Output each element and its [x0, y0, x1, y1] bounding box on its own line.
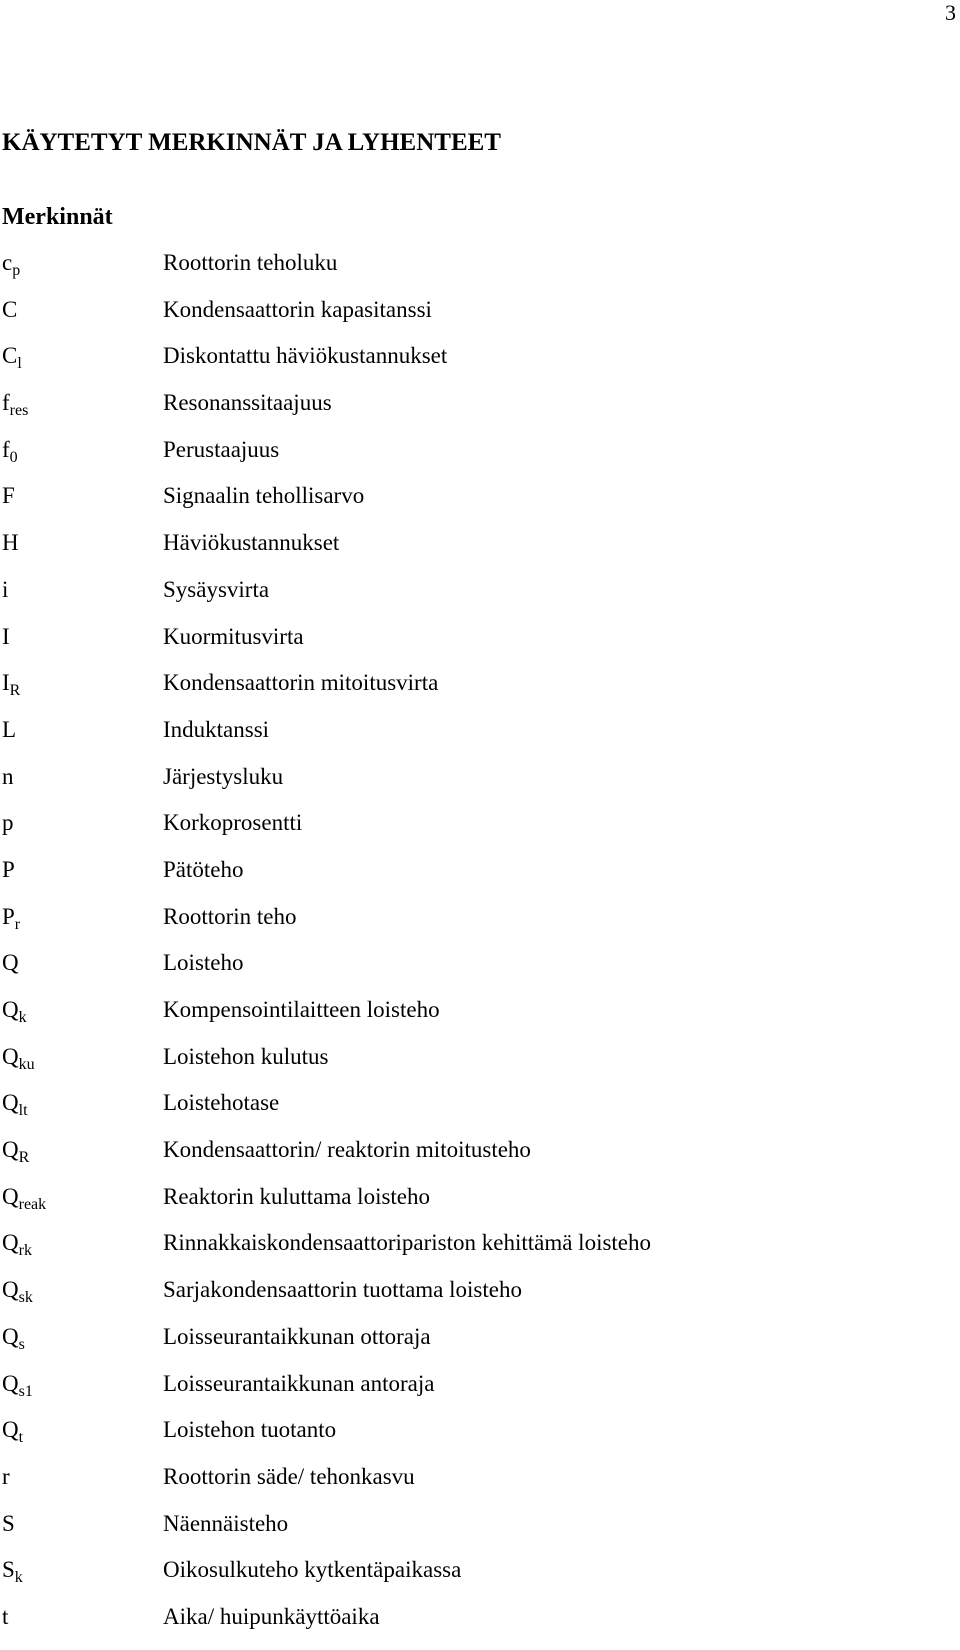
symbol-description: Aika/ huipunkäyttöaika	[163, 1603, 380, 1629]
symbol-base: Q	[2, 1183, 19, 1209]
symbol-list	[0, 249, 960, 1650]
symbol	[2, 1229, 32, 1260]
symbol-base: I	[2, 623, 10, 649]
list-item	[0, 389, 960, 436]
symbol-base: i	[2, 576, 9, 602]
symbol-description: Perustaajuus	[163, 436, 280, 462]
symbol	[2, 763, 14, 791]
symbol	[2, 996, 27, 1024]
page-number: 3	[945, 0, 956, 25]
list-item	[0, 1276, 960, 1323]
symbol-base: Q	[2, 1323, 19, 1349]
symbol-description: Induktanssi	[163, 716, 270, 742]
symbol-base: P	[2, 856, 15, 882]
symbol-base: Q	[2, 950, 19, 976]
symbol-description: Resonanssitaajuus	[163, 390, 332, 416]
symbol	[2, 342, 22, 373]
symbol-subscript: p	[12, 262, 21, 279]
list-item	[0, 1510, 960, 1557]
symbol-description: Roottorin teho	[163, 903, 297, 929]
list-item	[0, 576, 960, 623]
symbol	[2, 1043, 35, 1071]
list-item	[0, 623, 960, 670]
symbol	[2, 1183, 46, 1211]
symbol	[2, 903, 20, 931]
symbol-description: Diskontattu häviökustannukset	[163, 343, 448, 369]
symbol-description: Loisseurantaikkunan antoraja	[163, 1370, 435, 1396]
symbol	[2, 716, 16, 744]
symbol-description: Roottorin säde/ tehonkasvu	[163, 1463, 415, 1489]
symbol-description: Kondensaattorin kapasitanssi	[163, 296, 432, 322]
symbol-description: Kondensaattorin/ reaktorin mitoitusteho	[163, 1137, 531, 1163]
symbol	[2, 1276, 33, 1307]
symbol-description: Kompensointilaitteen loisteho	[163, 997, 440, 1022]
symbol-description: Sysäysvirta	[163, 576, 270, 602]
symbol-subscript: r	[14, 915, 21, 933]
symbol-base: I	[2, 670, 10, 696]
list-item	[0, 1089, 960, 1136]
symbol-base: Q	[2, 1137, 19, 1163]
symbol-base: Q	[2, 1090, 19, 1116]
symbol	[2, 249, 20, 277]
list-item	[0, 996, 960, 1043]
symbol-subscript: lt	[18, 1102, 28, 1120]
symbol	[2, 1510, 15, 1538]
symbol	[2, 1089, 28, 1120]
symbol-base: P	[2, 903, 15, 929]
symbol-description: Korkoprosentti	[163, 810, 303, 836]
symbol-base: F	[2, 483, 15, 509]
list-item	[0, 809, 960, 856]
symbol	[2, 809, 14, 837]
symbol-base: Q	[2, 1230, 19, 1256]
list-item	[0, 856, 960, 903]
symbol	[2, 1603, 8, 1631]
list-item	[0, 529, 960, 576]
symbol-description: Rinnakkaiskondensaattoripariston kehittämä loisteho	[163, 1230, 652, 1256]
symbol-description: Sarjakondensaattorin tuottama loisteho	[163, 1277, 522, 1303]
symbol-description: Pätöteho	[163, 856, 244, 882]
symbol-description: Loistehon kulutus	[163, 1043, 329, 1069]
symbol-subscript: k	[14, 1569, 23, 1587]
symbol-description: Roottorin teholuku	[163, 250, 338, 275]
symbol-base: t	[2, 1603, 9, 1629]
symbol-base: Q	[2, 1370, 19, 1396]
symbol	[2, 1556, 23, 1587]
list-item	[0, 1229, 960, 1276]
symbol-description: Kondensaattorin mitoitusvirta	[163, 670, 439, 696]
symbol-subscript: l	[17, 355, 22, 373]
symbol-base: c	[2, 250, 13, 275]
symbol-base: Q	[2, 997, 19, 1022]
symbol	[2, 436, 18, 464]
symbol-subscript: t	[18, 1429, 24, 1447]
list-item	[0, 669, 960, 716]
symbol	[2, 1370, 33, 1398]
symbol-base: S	[2, 1510, 15, 1536]
list-item	[0, 1603, 960, 1650]
symbol-subscript: reak	[18, 1195, 47, 1213]
symbol-description: Kuormitusvirta	[163, 623, 304, 649]
list-item	[0, 1323, 960, 1370]
section-heading: Merkinnät	[2, 204, 113, 230]
list-item	[0, 249, 960, 296]
symbol-subscript: s	[18, 1335, 25, 1353]
symbol-base: Q	[2, 1277, 19, 1303]
symbol-base: S	[2, 1557, 15, 1583]
symbol-subscript: k	[18, 1009, 27, 1026]
symbol	[2, 1136, 30, 1167]
symbol	[2, 856, 15, 884]
list-item	[0, 1136, 960, 1183]
symbol-subscript: ku	[18, 1055, 35, 1073]
symbol	[2, 482, 15, 510]
list-item	[0, 949, 960, 996]
symbol-description: Häviökustannukset	[163, 530, 340, 556]
symbol-description: Loistehotase	[163, 1090, 280, 1116]
symbol-subscript: sk	[18, 1289, 33, 1307]
list-item	[0, 763, 960, 810]
symbol	[2, 576, 8, 604]
list-item	[0, 482, 960, 529]
list-item	[0, 342, 960, 389]
symbol-description: Loistehon tuotanto	[163, 1417, 337, 1443]
list-item	[0, 1463, 960, 1510]
symbol-subscript: res	[9, 402, 29, 420]
symbol	[2, 1463, 10, 1491]
list-item	[0, 1556, 960, 1603]
list-item	[0, 1370, 960, 1417]
list-item	[0, 1043, 960, 1090]
symbol-subscript: R	[9, 682, 21, 700]
symbol-subscript: 0	[9, 448, 18, 466]
list-item	[0, 1183, 960, 1230]
symbol-description: Järjestysluku	[163, 763, 284, 789]
symbol-base: r	[2, 1463, 10, 1489]
list-item	[0, 903, 960, 950]
symbol-subscript: s1	[18, 1382, 33, 1400]
symbol-base: C	[2, 296, 18, 322]
list-item	[0, 296, 960, 343]
symbol-base: f	[2, 436, 10, 462]
symbol	[2, 1416, 24, 1447]
symbol	[2, 296, 17, 324]
symbol-subscript: R	[18, 1149, 30, 1167]
symbol-base: L	[2, 716, 17, 742]
symbol	[2, 949, 19, 977]
symbol-base: Q	[2, 1417, 19, 1443]
symbol	[2, 623, 10, 651]
symbol-description: Loisteho	[163, 950, 244, 976]
symbol-base: Q	[2, 1043, 19, 1069]
symbol-base: n	[2, 763, 14, 789]
symbol-subscript: rk	[18, 1242, 32, 1260]
symbol-base: f	[2, 390, 10, 416]
symbol	[2, 389, 29, 420]
symbol-base: H	[2, 530, 19, 556]
symbol-description: Loisseurantaikkunan ottoraja	[163, 1323, 431, 1349]
symbol	[2, 1323, 25, 1351]
page-title: KÄYTETYT MERKINNÄT JA LYHENTEET	[2, 129, 501, 156]
symbol-description: Näennäisteho	[163, 1510, 289, 1536]
symbol-description: Oikosulkuteho kytkentäpaikassa	[163, 1557, 462, 1583]
list-item	[0, 716, 960, 763]
symbol-description: Signaalin tehollisarvo	[163, 483, 365, 509]
list-item	[0, 436, 960, 483]
list-item	[0, 1416, 960, 1463]
symbol-description: Reaktorin kuluttama loisteho	[163, 1183, 431, 1209]
symbol	[2, 669, 21, 700]
symbol-base: C	[2, 343, 18, 369]
symbol-base: p	[2, 810, 14, 836]
symbol	[2, 529, 19, 557]
